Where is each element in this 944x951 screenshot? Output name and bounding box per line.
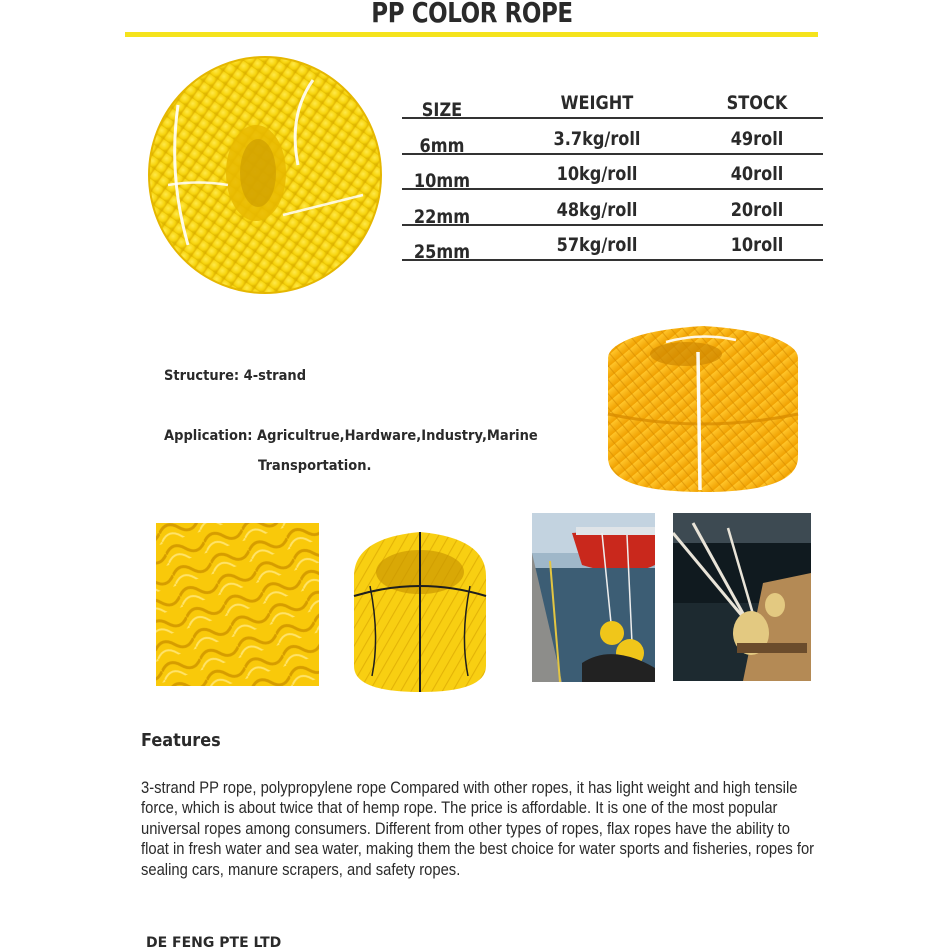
table-cell-weight: 57kg/roll — [556, 234, 638, 256]
column-header-size: SIZE — [421, 99, 463, 121]
title-underline — [125, 32, 818, 37]
ship-mooring-photo — [532, 513, 655, 682]
table-cell-size: 6mm — [419, 134, 465, 157]
page-title: PP COLOR ROPE — [371, 0, 573, 29]
orange-rope-coil-photo — [606, 322, 800, 494]
features-heading: Features — [141, 731, 221, 751]
table-cell-size: 25mm — [413, 241, 471, 263]
table-cell-weight: 10kg/roll — [556, 163, 638, 185]
application-spec: Application: Agricultrue,Hardware,Industry,Marine — [164, 428, 538, 444]
features-text: 3-strand PP rope, polypropylene rope Compared with other ropes, it has light weight and high tensile force, which is about twice that of hemp rope. The price is affordable. It is one of the most popular universal ropes among consumers. Different from other types of ropes, flax ropes have the ability to float in fresh water and sea water, making them the best choice for water sports and fisheries, ropes for sealing cars, manure scrapers, and safety ropes. — [141, 779, 815, 879]
table-row — [402, 226, 823, 262]
table-cell-stock: 49roll — [730, 127, 784, 150]
application-spec-continued: Transportation. — [258, 458, 372, 474]
table-cell-weight: 3.7kg/roll — [553, 127, 641, 150]
column-header-stock: STOCK — [726, 92, 788, 114]
table-cell-stock: 10roll — [730, 234, 784, 256]
table-header-row — [402, 86, 823, 119]
table-row — [402, 155, 823, 191]
column-header-weight: WEIGHT — [560, 92, 634, 114]
bollard-mooring-photo — [673, 513, 811, 681]
table-cell-size: 22mm — [413, 205, 471, 228]
table-row — [402, 190, 823, 226]
company-name: DE FENG PTE LTD — [146, 935, 282, 951]
table-row — [402, 119, 823, 155]
wrapped-rope-coil-photo — [350, 526, 491, 694]
spec-table — [402, 86, 823, 261]
table-cell-stock: 40roll — [730, 163, 784, 185]
rope-closeup-photo — [156, 523, 319, 686]
yellow-rope-coil-photo — [148, 55, 386, 295]
table-cell-stock: 20roll — [730, 198, 784, 221]
structure-spec: Structure: 4-strand — [164, 368, 307, 384]
table-cell-size: 10mm — [413, 170, 471, 192]
table-cell-weight: 48kg/roll — [556, 198, 638, 221]
